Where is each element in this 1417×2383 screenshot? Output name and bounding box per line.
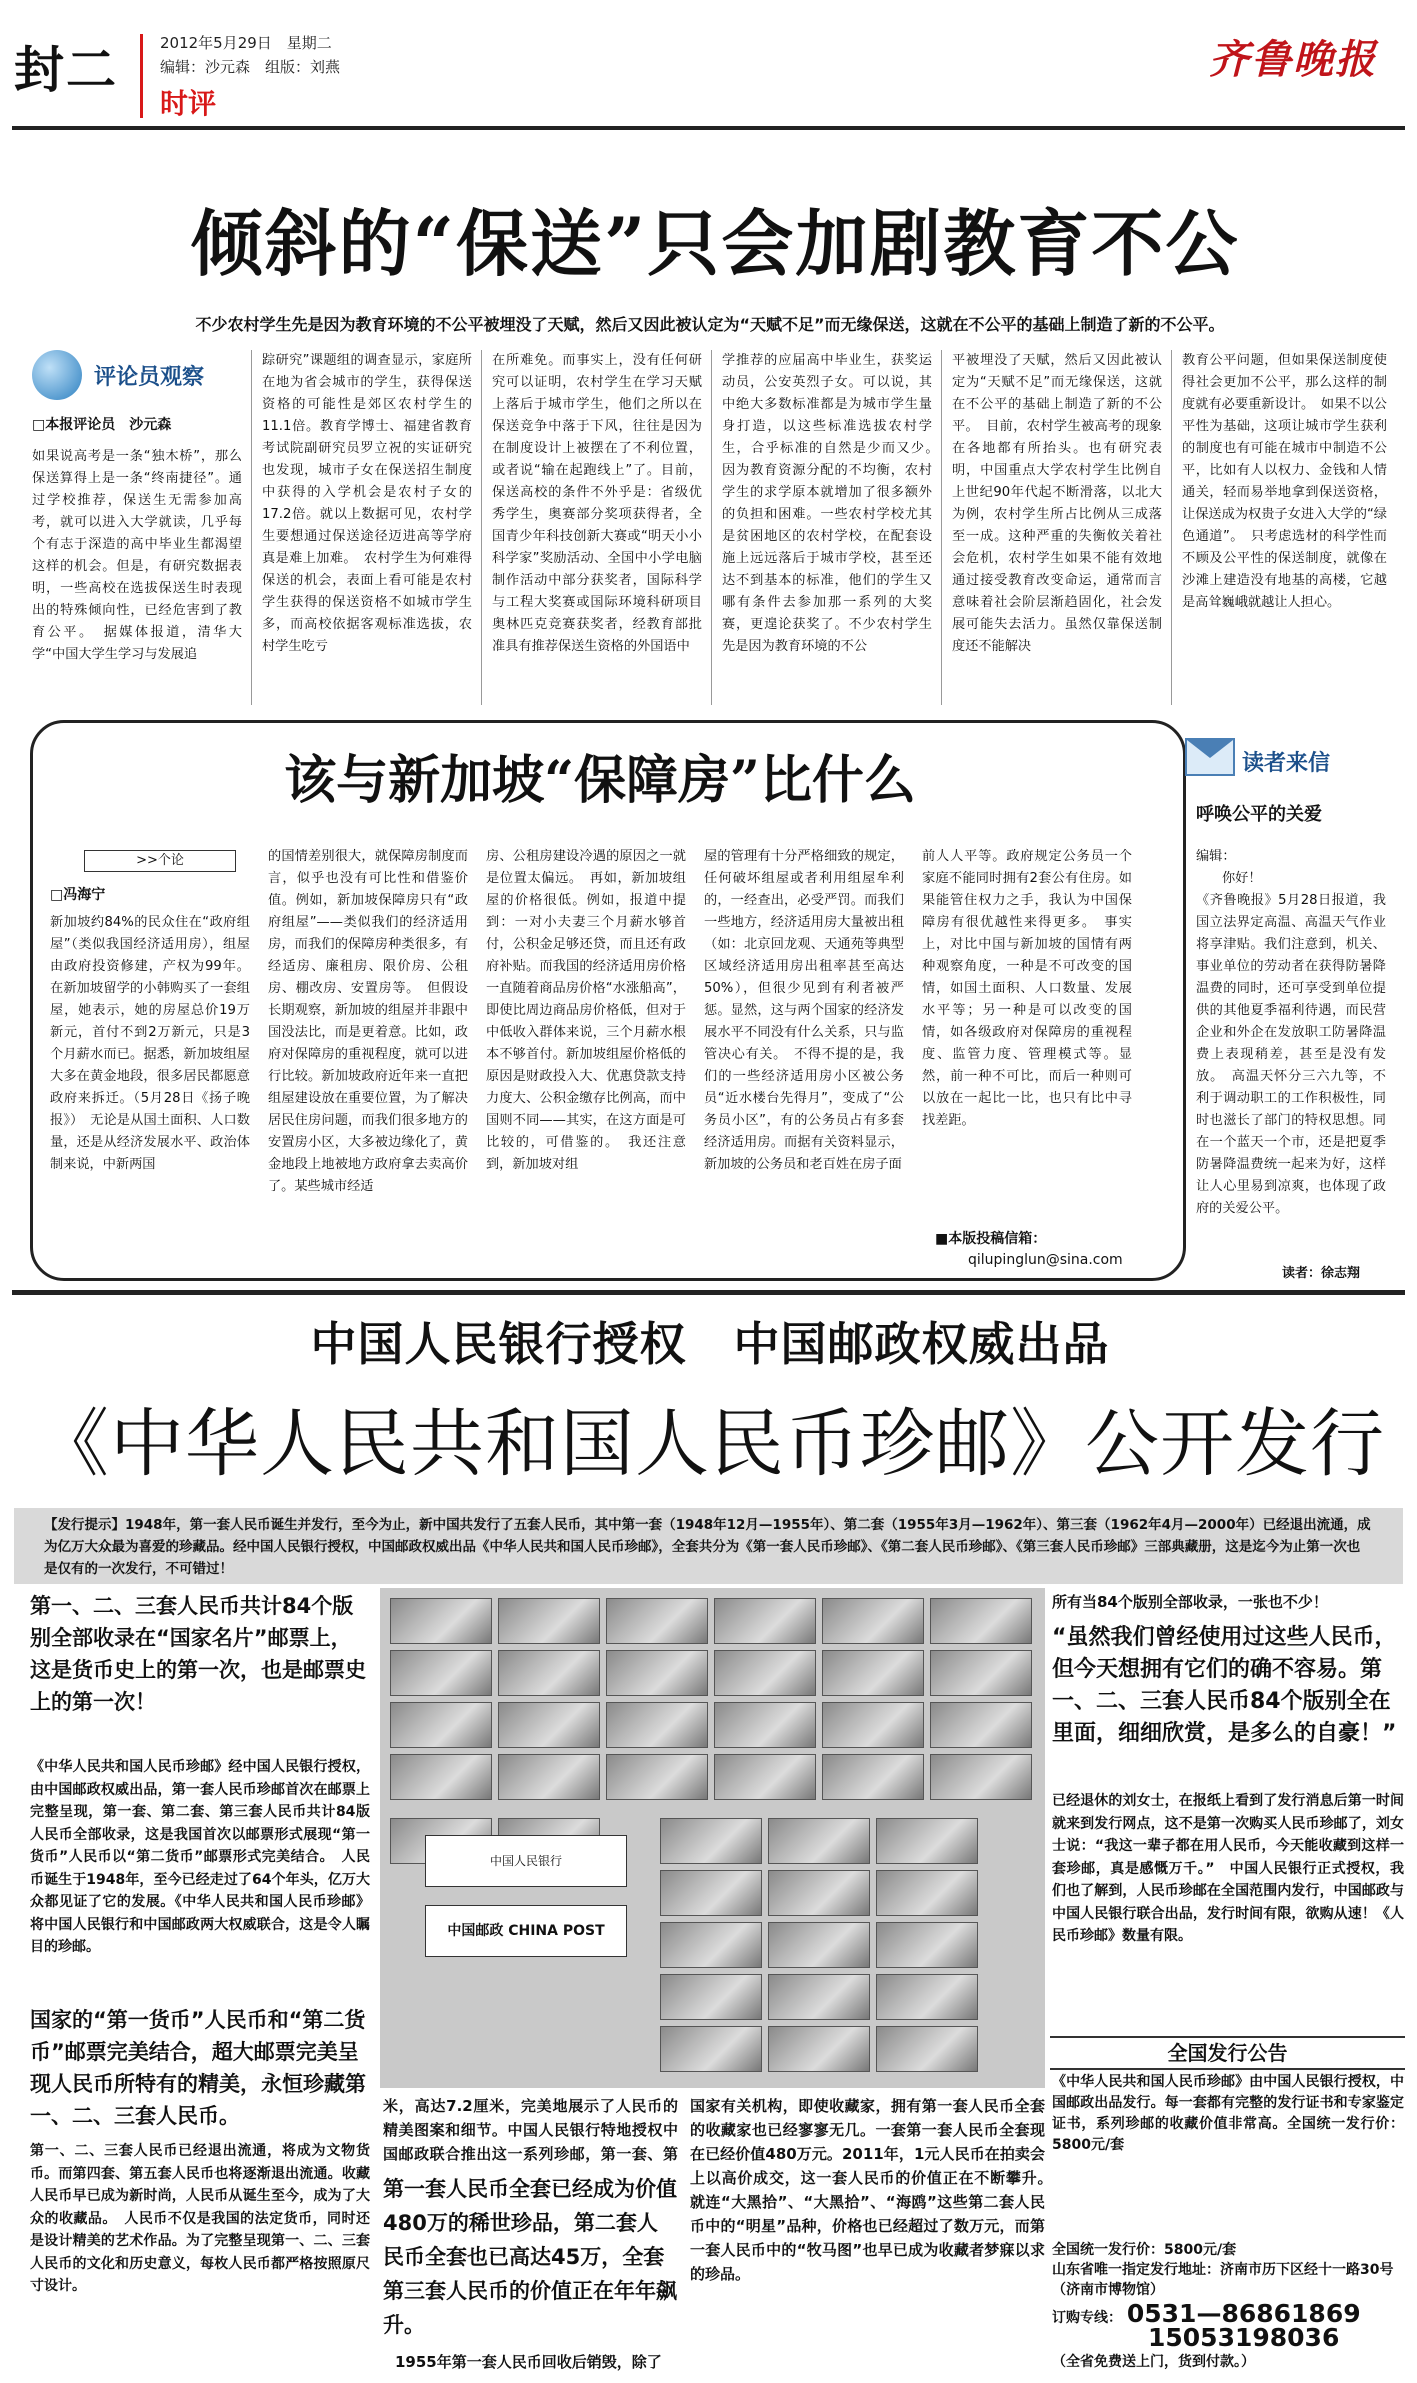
announcement-price: 全国统一发行价：5800元/套 <box>1052 2242 1237 2258</box>
editorial-column-5: 平被埋没了天赋，然后又因此被认定为“天赋不足”而无缘保送，这就在不公平的基础上制造了新的不公平。 目前，农村学生被高考的现象在各地都有所抬头。也有研究表明，中国重点大学农村学生比例自上世纪90年代起不断滑落，以北大为例，农村学生所占比例从三成落至一成。这种严重的失衡攸关着社会危机，农村学生如果不能有效地通过接受教育改变命运，通常而言意味着社会阶层渐趋固化，社会发展可能失去活力。虽然仅靠保送制度还不能解决 <box>952 353 1162 654</box>
reader-letter-greeting: 你好！ <box>1222 871 1262 886</box>
commentary-column-4: 屋的管理有十分严格细致的规定，任何破坏组屋或者利用组屋牟利的，一经查出，必受严罚。而我们一些地方，经济适用房大量被出租（如：北京回龙观、天通苑等典型区域经济适用房出租率甚至高达50%），但很少见到有利者被严惩。显然，这与两个国家的经济发展水平不同没有什么关系，只与监管决心有关。 不得不提的是，我们的一些经济适用房小区被公务员“近水楼台先得月”，变成了“公务员小区”，有的公务员占有多套经济适用房。而据有关资料显示，新加坡的公务员和老百姓在房子面 <box>704 849 904 1172</box>
editorial-headline: 倾斜的“保送”只会加剧教育不公 <box>190 201 1240 286</box>
announcement-office: 山东省唯一指定发行地址：济南市历下区经十一路30号（济南市博物馆） <box>1052 2262 1394 2298</box>
column-divider <box>481 350 482 705</box>
ad-left-body-2: 第一、二、三套人民币已经退出流通，将成为文物货币。而第四套、第五套人民币也将逐渐退出流通。收藏人民币早已成为新时尚，人民币从诞生至今，成为了大众的收藏品。 人民币不仅是我国的法定货币，同时还是设计精美的艺术作品。为了完整呈现第一、二、三套人民币的文化和历史意义，每枚人民币都严格按照原尺寸设计。 <box>30 2143 370 2294</box>
contribution-label: ■本版投稿信箱： <box>935 1231 1047 1247</box>
column-divider <box>711 350 712 705</box>
mobile-phone[interactable]: 15053198036 <box>1148 2323 1340 2352</box>
reader-letter-subtitle: 呼唤公平的关爱 <box>1196 804 1322 825</box>
ad-mid-body: 米，高达7.2厘米，完美地展示了人民币的精美图案和细节。中国人民银行特地授权中国邮政联合推出这一系列珍邮，第一套、第 <box>383 2097 678 2163</box>
commentary-column-5: 前人人平等。政府规定公务员一个家庭不能同时拥有2套公有住房。如果能管住权力之手，我认为中国保障房有很优越性来得更多。 事实上，对比中国与新加坡的国情有两种观察角度，一种是不可改变的国情，如国土面积、人口数量、发展水平等；另一种是可以改变的国情，如各级政府对保障房的重视程度、监管力度、管理模式等。显然，前一种不可比，而后一种则可以放在一起比一比，也只有比中寻找差距。 <box>922 849 1132 1128</box>
header-rule <box>12 126 1405 130</box>
ad-right-body: 已经退休的刘女士，在报纸上看到了发行消息后第一时间就来到发行网点，这不是第一次购买人民币珍邮了，刘女士说：“我这一辈子都在用人民币，今天能收藏到这样一套珍邮，真是感慨万千。” 中国人民银行正式授权，我们也了解到，人民币珍邮在全国范围内发行，中国邮政与中国人民银行联合出品，发行时间有限，欲购从速！《人民币珍邮》数量有限。 <box>1052 1793 1404 1944</box>
column-divider <box>941 350 942 705</box>
mobile-row <box>1052 2323 1404 2352</box>
column-divider <box>1171 350 1172 705</box>
column-divider <box>251 350 252 705</box>
contribution-email[interactable]: qilupinglun@sina.com <box>968 1252 1123 1268</box>
ad-testimonial-quote: “虽然我们曾经使用过这些人民币，但今天想拥有它们的确不容易。第一、二、三套人民币84个版别全在里面，细细欣赏，是多么的自豪！” <box>1052 1625 1397 1746</box>
announcement-footer: （全省免费送上门，货到付款。） <box>1052 2354 1255 2370</box>
reader-letter-signoff: 读者：徐志翔 <box>1282 1266 1361 1281</box>
china-post-logo: 中国邮政 CHINA POST <box>425 1905 627 1957</box>
reader-letter-body: 《齐鲁晚报》5月28日报道，我国立法界定高温、高温天气作业将享津贴。我们注意到，机关、事业单位的劳动者在获得防暑降温费的同时，还可享受到单位提供的其他夏季福利待遇，而民营企业和外企在发放职工防暑降温费上表现稍差，甚至是没有发放。 高温天怀分三六九等，不利于调动职工的工作积极性，同时也滋长了部门的特权思想。同在一个蓝天一个市，还是把夏季防暑降温费统一起来为好，这样让人心里易到凉爽，也体现了政府的关爱公平。 <box>1196 893 1386 1216</box>
editorial-column-2: 踪研究”课题组的调查显示，家庭所在地为省会城市的学生，获得保送资格的可能性是郊区农村学生的11.1倍。教育学博士、福建省教育考试院副研究员罗立祝的实证研究也发现，城市子女在保送招生制度中获得的入学机会是农村子女的17.2倍。就以上数据可见，农村学生要想通过保送途径迈进高等学府真是难上加难。 农村学生为何难得保送的机会，表面上看可能是农村学生获得的保送资格不如城市学生多，而高校依据客观标准选拔，农村学生吃亏 <box>262 353 472 654</box>
editorial-byline: □本报评论员 沙元森 <box>32 417 172 433</box>
editorial-column-3: 在所难免。而事实上，没有任何研究可以证明，农村学生在学习天赋上落后于城市学生，他们之所以在保送竞争中落于下风，往往是因为在制度设计上被摆在了不利位置，或者说“输在起跑线上”了。目前，保送高校的条件不外乎是：省级优秀学生，奥赛部分奖项获得者，全国青少年科技创新大赛或“明天小小科学家”奖励活动、全国中小学电脑制作活动中部分获奖者，国际科学与工程大奖赛或国际环境科研项目奥林匹克竞赛获奖者，经教育部批准具有推荐保送生资格的外国语中 <box>492 353 702 654</box>
masthead-logo: 齐鲁晚报 <box>1209 36 1377 83</box>
commentary-column-3: 房、公租房建设冷遇的原因之一就是位置太偏远。 再如，新加坡组屋的价格很低。例如，报道中提到：一对小夫妻三个月薪水够首付，公积金足够还贷，而且还有政府补贴。而我国的经济适用房价格一直随着商品房价格“水涨船高”，即使比周边商品房价格低，但对于中低收入群体来说，三个月薪水根本不够首付。新加坡组屋价格低的原因是财政投入大、优惠贷款支持力度大、公积金缴存比例高，而中国则不同——其实，在这方面是可比较的，可借鉴的。 我还注意到，新加坡对组 <box>486 849 686 1172</box>
commentator-logo <box>32 350 242 404</box>
editorial-column-6: 教育公平问题，但如果保送制度使得社会更加不公平，那么这样的制度就有必要重新设计。 如果不以公平性为基础，这项让城市学生获利的制度也有可能在城市中制造不公平，比如有人以权力、金钱和人情通关，轻而易举地拿到保送资格，让保送成为权贵子女进入大学的“绿色通道”。 只考虑选材的科学性而不顾及公平性的保送制度，就像在沙滩上建造没有地基的高楼，它越是高耸巍峨就越让人担心。 <box>1182 353 1387 610</box>
reader-letter-salutation: 编辑： <box>1196 849 1236 864</box>
commentary-label: >>个论 <box>84 850 236 872</box>
announcement-body: 《中华人民共和国人民币珍邮》由中国人民银行授权，中国邮政出品发行。每一套都有完整的发行证书和专家鉴定证书，系列珍邮的收藏价值非常高。全国统一发行价：5800元/套 <box>1052 2074 1404 2153</box>
pboc-logo: 中国人民银行 <box>425 1835 627 1887</box>
commentary-headline: 该与新加坡“保障房”比什么 <box>284 750 916 811</box>
ad-left-lead-2: 国家的“第一货币”人民币和“第二货币”邮票完美结合，超大邮票完美呈现人民币所特有的精美，永恒珍藏第一、二、三套人民币。 <box>30 2008 366 2128</box>
commentary-column-1: 新加坡约84%的民众住在“政府组屋”（类似我国经济适用房），组屋由政府投资修建，产权为99年。在新加坡留学的小韩购买了一套组屋，她表示，她的房屋总价19万新元，首付不到2万新元，只是3个月薪水而已。据悉，新加坡组屋大多在黄金地段，很多居民都愿意政府来拆迁。（5月28日《扬子晚报》） 无论是从国土面积、人口数量，还是从经济发展水平、政治体制来说，中新两国 <box>50 915 250 1172</box>
section-rule <box>12 1290 1405 1295</box>
column-tag: 时评 <box>160 87 217 120</box>
globe-icon <box>32 350 82 400</box>
date-line: 2012年5月29日 星期二 <box>160 34 332 52</box>
editorial-column-1: 如果说高考是一条“独木桥”，那么保送算得上是一条“终南捷径”。通过学校推荐，保送生无需参加高考，就可以进入大学就读，几乎每个有志于深造的高中毕业生都渴望这样的机会。但是，有研究数据表明，一些高校在选拔保送生时表现出的特殊倾向性，已经危害到了教育公平。 据媒体报道，清华大学“中国大学生学习与发展追 <box>32 449 242 662</box>
announcement-title: 全国发行公告 <box>1050 2036 1405 2070</box>
editor-line: 编辑：沙元森 组版：刘燕 <box>160 58 341 76</box>
editorial-lede: 不少农村学生先是因为教育环境的不公平被埋没了天赋，然后又因此被认定为“天赋不足”而无缘保送，这就在不公平的基础上制造了新的不公平。 <box>195 315 1225 334</box>
issuer-logos <box>395 1835 645 1965</box>
commentator-logo-label: 评论员观察 <box>94 365 205 390</box>
ad-left-lead: 第一、二、三套人民币共计84个版别全部收录在“国家名片”邮票上，这是货币史上的第一次，也是邮票史上的第一次！ <box>30 1594 366 1714</box>
commentary-column-2: 的国情差别很大，就保障房制度而言，似乎也没有可比性和借鉴价值。例如，新加坡保障房只有“政府组屋”——类似我们的经济适用房，而我们的保障房种类很多，有经适房、廉租房、限价房、公租房、棚改房、安置房等。 但假设长期观察，新加坡的组屋并非跟中国没法比，而是更着意。比如，政府对保障房的重视程度，就可以进行比较。新加坡政府近年来一直把组屋建设放在重要位置，为了解决居民住房问题，而我们很多地方的安置房小区，大多被边缘化了，黄金地段上地被地方政府拿去卖高价了。某些城市经适 <box>268 849 468 1194</box>
hotline-label: 订购专线： <box>1052 2310 1122 2326</box>
ad-mid-lead: 第一套人民币全套已经成为价值480万的稀世珍品，第二套人民币全套也已高达45万，全套第三套人民币的价值正在年年飙升。 <box>383 2177 677 2337</box>
ad-kicker: 中国人民银行授权 中国邮政权威出品 <box>310 1317 1110 1371</box>
reader-letter-title: 读者来信 <box>1242 751 1331 776</box>
ad-right-top: 所有当84个版别全部收录，一张也不少！ <box>1052 1593 1328 1611</box>
section-label: 封二 <box>14 40 118 99</box>
header-accent-bar <box>140 34 143 118</box>
ad-mid-tail: 1955年第一套人民币回收后销毁，除了 <box>395 2353 662 2371</box>
announcement-contact <box>1052 2240 1404 2372</box>
ad-title: 《中华人民共和国人民币珍邮》公开发行 <box>35 1401 1385 1487</box>
hotline-phone[interactable]: 0531—86861869 <box>1126 2299 1361 2328</box>
ad-left-body-1: 《中华人民共和国人民币珍邮》经中国人民银行授权，由中国邮政权威出品，第一套人民币珍邮首次在邮票上完整呈现，第一套、第二套、第三套人民币共计84版人民币全部收录，这是我国首次以邮票形式展现“第一货币”人民币以“第二货币”邮票形式完美结合。 人民币诞生于1948年，至今已经走过了64个年头，亿万大众都见证了它的发展。《中华人民共和国人民币珍邮》将中国人民银行和中国邮政两大权威联合，这是令人瞩目的珍邮。 <box>30 1759 370 1955</box>
ad-notice: 【发行提示】1948年，第一套人民币诞生并发行，至今为止，新中国共发行了五套人民币，其中第一套（1948年12月—1955年）、第二套（1955年3月—1962年）、第三套（1962年4月—2000年）已经退出流通，成为亿万大众最为喜爱的珍藏品。经中国人民银行授权，中国邮政权威出品《中华人民共和国人民币珍邮》，全套共分为《第一套人民币珍邮》、《第二套人民币珍邮》、《第三套人民币珍邮》三部典藏册，这是迄今为止第一次也是仅有的一次发行，不可错过！ <box>14 1508 1403 1584</box>
envelope-icon <box>1185 738 1235 776</box>
commentary-byline: □冯海宁 <box>50 887 106 903</box>
ad-mid-right-body: 国家有关机构，即使收藏家，拥有第一套人民币全套的收藏家也已经寥寥无几。一套第一套人民币全套现在已经价值480万元。2011年，1元人民币在拍卖会上以高价成交，这一套人民币的价值正在不断攀升。 就连“大黑拾”、“大黑拾”、“海鸥”这些第二套人民币中的“明星”品种，价格也已经超过了数万元，而第一套人民币中的“牧马图”也早已成为收藏者梦寐以求的珍品。 <box>690 2097 1045 2283</box>
editorial-column-4: 学推荐的应届高中毕业生，获奖运动员，公安英烈子女。可以说，其中绝大多数标准都是为城市学生量身打造，以这些标准选拔农村学生，合乎标准的自然是少而又少。 因为教育资源分配的不均衡，农村学生的求学原本就增加了很多额外的负担和困难。一些农村学校尤其是贫困地区的农村学校，在配套设施上远远落后于城市学校，甚至还达不到基本的标准，他们的学生又哪有条件去参加那一系列的大奖赛，更遑论获奖了。不少农村学生先是因为教育环境的不公 <box>722 353 932 654</box>
